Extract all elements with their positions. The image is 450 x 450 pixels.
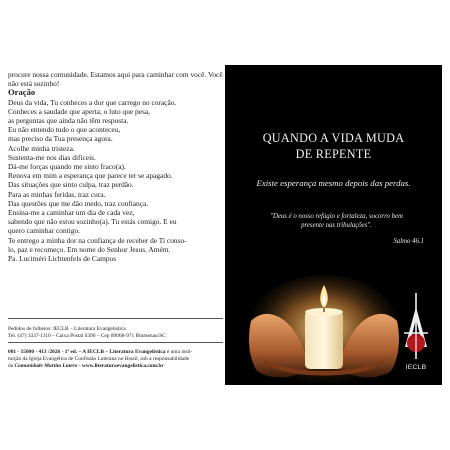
intro-text: procure nossa comunidade. Estamos aqui para caminhar com você. Você não está sozinho! <box>8 70 223 89</box>
community-name: Comunidade Martim Lutero <box>14 362 78 369</box>
cover-title-line: DE REPENTE <box>295 146 372 161</box>
prayer-line: mas preciso da Tua presença agora. <box>8 134 113 144</box>
publication-pre: da <box>8 362 15 369</box>
prayer-author: Pa. Luciméri Lichtenfels de Campos <box>8 254 117 264</box>
quote-line: "Deus é o nosso refúgio e fortaleza, socorro bem <box>270 213 403 220</box>
publication-line-rest: é uma insti- <box>165 349 193 355</box>
prayer-line: sabendo que não estou sozinho(a). Tu estás comigo. E eu <box>8 217 177 227</box>
prayer-line: Acolhe minha tristeza. <box>8 143 75 153</box>
publication-line <box>8 349 223 356</box>
cover-title-line: QUANDO A VIDA MUDA <box>262 131 405 145</box>
publication-footer <box>8 349 223 369</box>
orders-contact-line: Tel. (47) 3337-1110 – Caixa Postal 6390 – Cep 89068-971 Blumenau/SC <box>8 332 166 339</box>
prayer-line: Eu não entendo tudo o que aconteceu, <box>8 125 121 135</box>
footer-divider <box>8 318 223 319</box>
prayer-text <box>8 98 223 254</box>
prayer-title: Oração <box>8 87 36 98</box>
quote-reference: Salmo 46.1 <box>393 238 424 245</box>
prayer-line: Dá-me forças quando me sinto fraco(a). <box>8 162 126 172</box>
prayer-line: Deus da vida, Tu conheces a dor que carrego no coração. <box>8 97 177 107</box>
left-page <box>8 70 223 263</box>
prayer-line: as perguntas que ainda não têm resposta. <box>8 116 129 126</box>
orders-footer <box>8 326 223 340</box>
prayer-line: Ensina-me a caminhar um dia de cada vez, <box>8 208 135 218</box>
orders-line: Pedidos de folhetos: IECLB – Literatura Evangelística <box>8 326 126 332</box>
cover-title <box>225 131 442 162</box>
footer-divider <box>8 342 223 343</box>
prayer-line: quero caminhar contigo. <box>8 226 81 236</box>
quote-line: presente nas tribulações". <box>301 221 372 229</box>
prayer-line: Para as minhas feridas, traz cura. <box>8 189 106 199</box>
prayer-line: Das situações que sinto culpa, traz perdão. <box>8 180 134 190</box>
prayer-line: lo, paz e recomeço. Em nome do Senhor Jesus. Amém. <box>8 244 171 254</box>
prayer-line: Te entrego a minha dor na confiança de receber de Ti conso- <box>8 235 187 245</box>
ieclb-cross-logo-icon <box>401 293 431 359</box>
bible-quote <box>245 213 428 230</box>
publication-code: 001 - 15000 - 413 /2026 - 1ª ed. – A IECLB – Literatura Evangelística <box>8 349 166 355</box>
prayer-line: Conheces a saudade que aperta, o luto que pesa, <box>8 106 151 116</box>
prayer-line: Sustenta-me nos dias difíceis. <box>8 152 96 162</box>
prayer-line: Renova em mim a esperança que parece ter se apagado. <box>8 171 173 181</box>
cover-page <box>225 65 442 385</box>
prayer-line: Das questões que me dão medo, traz confiança. <box>8 198 149 208</box>
publication-line <box>8 363 223 370</box>
website: - www.literaturaevangelistica.com.br <box>77 362 164 369</box>
cover-subtitle: Existe esperança mesmo depois das perdas. <box>256 178 411 188</box>
hands-holding-candle-icon <box>249 255 399 385</box>
ieclb-logo-text: IECLB <box>405 364 427 371</box>
publication-line: tuição da Igreja Evangélica de Confissão Luterana no Brasil, sob a responsabilidade <box>8 355 190 362</box>
